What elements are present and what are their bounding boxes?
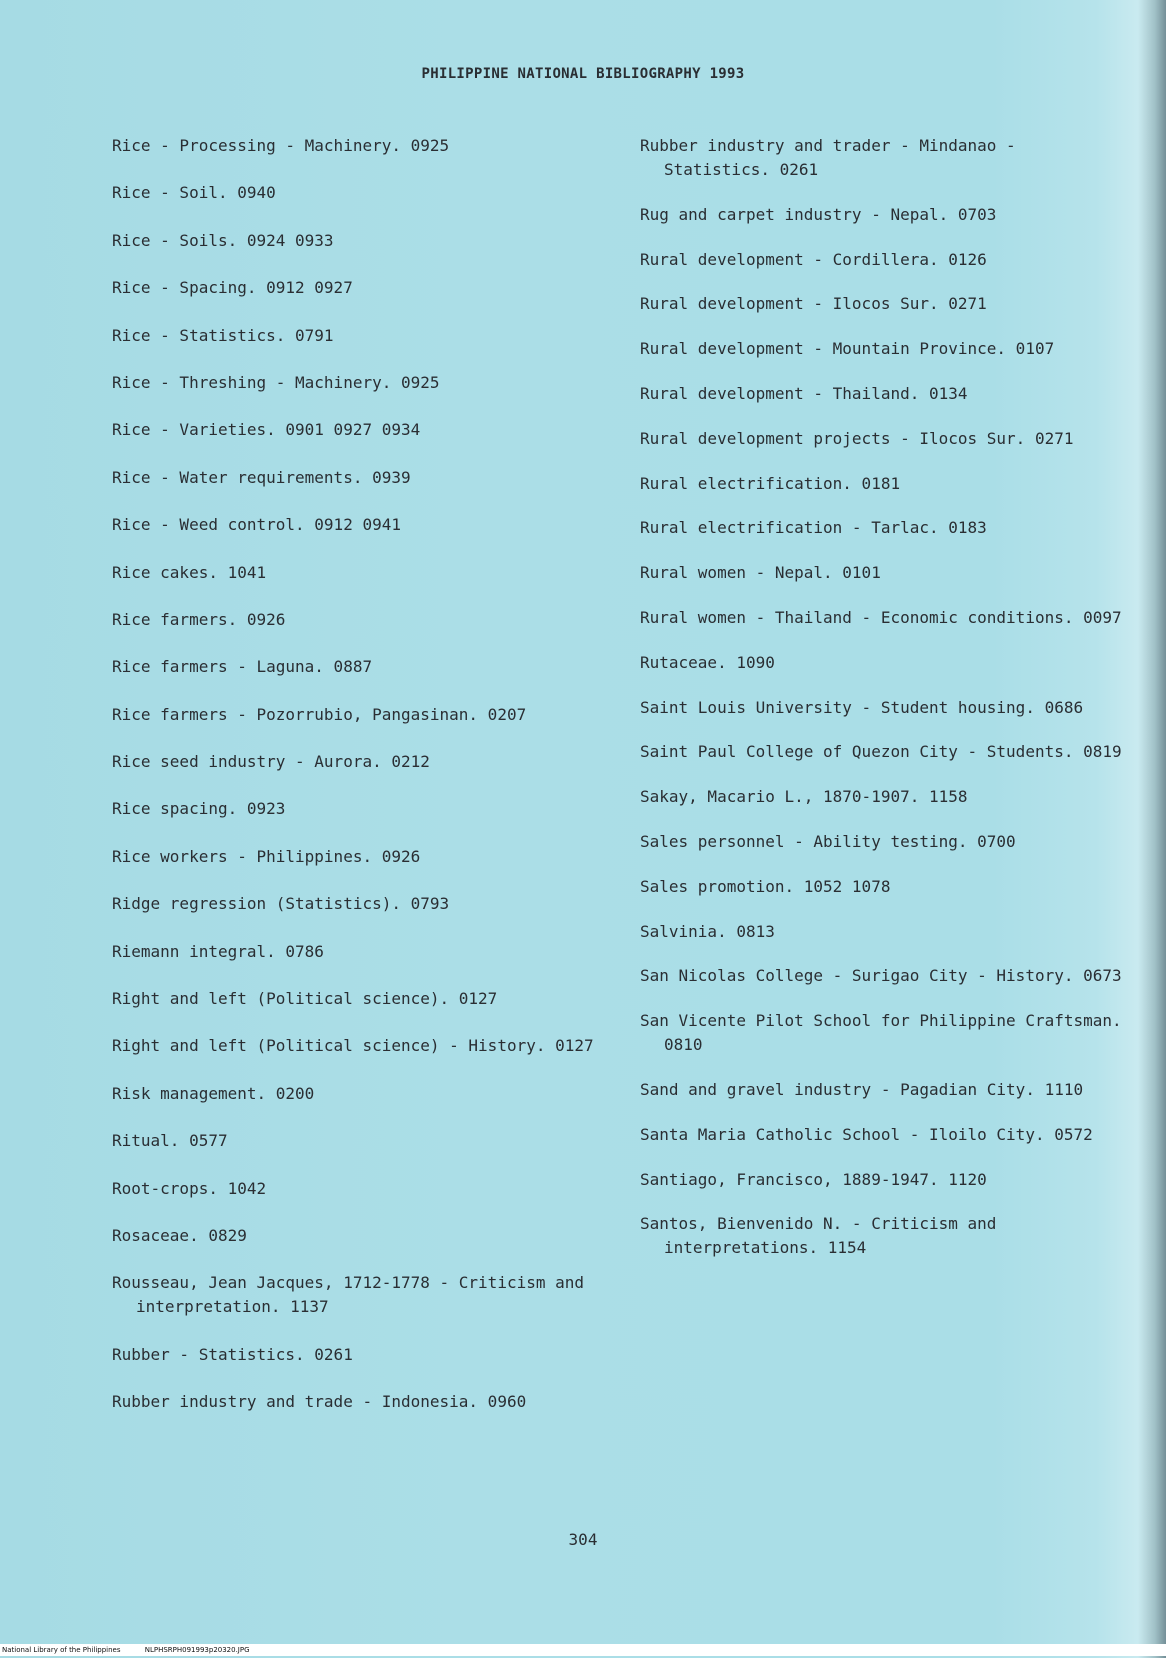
index-entry: Root-crops. 1042 (112, 1178, 267, 1198)
index-entry: Right and left (Political science) - History. 0127 (112, 1036, 594, 1056)
index-entry: Rice - Weed control. 0912 0941 (112, 515, 401, 535)
index-entry: Santiago, Francisco, 1889-1947. 1120 (640, 1169, 987, 1189)
index-entry: Ritual. 0577 (112, 1131, 228, 1151)
page-number: 304 (568, 1530, 598, 1549)
index-entry: Rural women - Thailand - Economic conditions. 0097 (640, 607, 1122, 627)
index-entry: Rural development - Ilocos Sur. 0271 (640, 294, 987, 314)
index-entry: Rural electrification - Tarlac. 0183 (640, 518, 987, 538)
scan-footer (0, 1644, 1166, 1656)
index-entry: Rice - Statistics. 0791 (112, 325, 334, 345)
index-entry: Right and left (Political science). 0127 (112, 989, 498, 1009)
index-entry: Rousseau, Jean Jacques, 1712-1778 - Criticism and interpretation. 1137 (112, 1273, 585, 1317)
index-entry: Rug and carpet industry - Nepal. 0703 (640, 204, 997, 224)
page-edge-shadow (1138, 0, 1166, 1658)
index-entry: San Vicente Pilot School for Philippine Craftsman. 0810 (640, 1011, 1122, 1055)
index-entry: Rural electrification. 0181 (640, 473, 901, 493)
index-entry: Risk management. 0200 (112, 1083, 315, 1103)
index-entry: Rice - Spacing. 0912 0927 (112, 278, 353, 298)
index-entry: Rice - Processing - Machinery. 0925 (112, 136, 450, 155)
index-entry: Rubber industry and trade - Indonesia. 0960 (112, 1392, 527, 1412)
index-entry: Rice cakes. 1041 (112, 562, 267, 582)
index-entry: Rice - Soil. 0940 (112, 183, 276, 203)
index-entry: Rice farmers. 0926 (112, 609, 286, 629)
left-column (112, 134, 607, 1438)
index-entry: Rice seed industry - Aurora. 0212 (112, 752, 430, 772)
index-entry: Rubber - Statistics. 0261 (112, 1344, 353, 1364)
index-entry: Rural development - Thailand. 0134 (640, 383, 968, 403)
index-entry: Rural development - Cordillera. 0126 (640, 249, 987, 269)
index-entry: Rural development projects - Ilocos Sur. 0271 (640, 428, 1074, 448)
right-column (640, 134, 1130, 1281)
index-entry: Santa Maria Catholic School - Iloilo City. 0572 (640, 1124, 1093, 1144)
index-entry: Sakay, Macario L., 1870-1907. 1158 (640, 787, 968, 807)
index-entry: Sand and gravel industry - Pagadian City. 1110 (640, 1079, 1084, 1099)
page-header: PHILIPPINE NATIONAL BIBLIOGRAPHY 1993 (421, 66, 745, 82)
index-entry: Rice - Water requirements. 0939 (112, 467, 411, 487)
index-entry: Saint Paul College of Quezon City - Students. 0819 (640, 742, 1122, 762)
index-entry: Sales promotion. 1052 1078 (640, 876, 891, 896)
index-entry: Rice - Soils. 0924 0933 (112, 230, 334, 250)
index-entry: San Nicolas College - Surigao City - History. 0673 (640, 966, 1122, 986)
index-entry: Rice farmers - Laguna. 0887 (112, 657, 373, 677)
index-entry: Rice - Threshing - Machinery. 0925 (112, 372, 440, 392)
index-entry: Rosaceae. 0829 (112, 1225, 247, 1245)
index-entry: Rice workers - Philippines. 0926 (112, 846, 421, 866)
index-entry: Rice farmers - Pozorrubio, Pangasinan. 0207 (112, 704, 527, 724)
index-entry: Riemann integral. 0786 (112, 941, 324, 961)
index-entry: Rubber industry and trader - Mindanao - Statistics. 0261 (640, 136, 1016, 179)
index-entry: Rural development - Mountain Province. 0107 (640, 339, 1055, 359)
index-entry: Rice - Varieties. 0901 0927 0934 (112, 420, 421, 440)
footer-institution: National Library of the Philippines (2, 1646, 121, 1654)
index-entry: Santos, Bienvenido N. - Criticism and interpretations. 1154 (640, 1214, 997, 1258)
index-entry: Ridge regression (Statistics). 0793 (112, 894, 450, 914)
index-entry: Rutaceae. 1090 (640, 652, 775, 672)
index-entry: Sales personnel - Ability testing. 0700 (640, 831, 1016, 851)
index-entry: Rice spacing. 0923 (112, 799, 286, 819)
index-entry: Saint Louis University - Student housing. 0686 (640, 697, 1084, 717)
footer-file-name: NLPHSRPH091993p20320.JPG (144, 1646, 250, 1654)
index-entry: Rural women - Nepal. 0101 (640, 563, 881, 583)
index-entry: Salvinia. 0813 (640, 921, 775, 941)
